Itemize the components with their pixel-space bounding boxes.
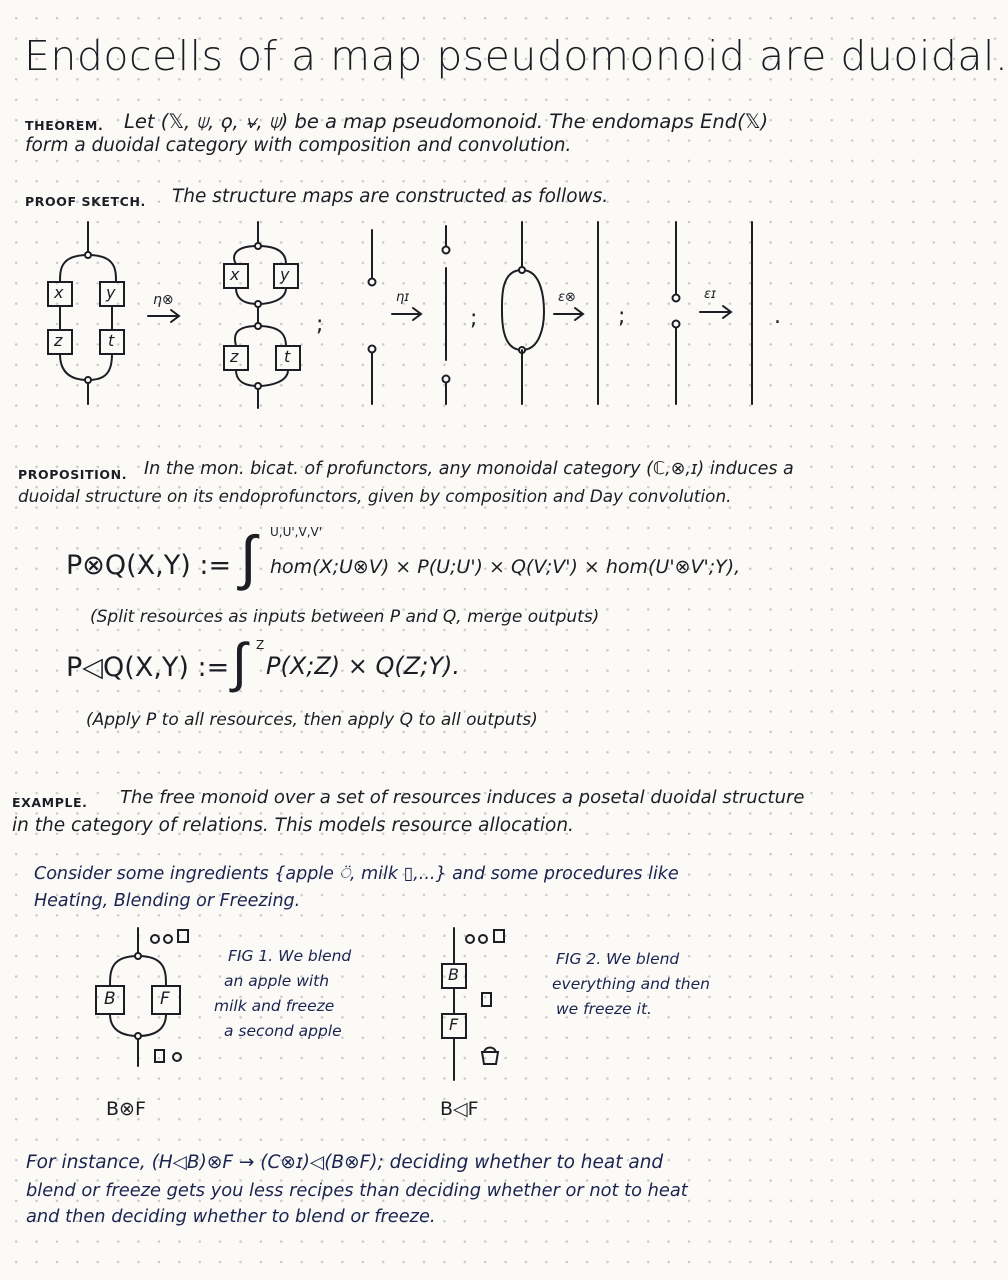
eps-unit-label: εɪ — [704, 287, 716, 302]
fig2-label: B◁F — [440, 1098, 479, 1120]
integral-sign-1: ∫ — [240, 523, 257, 593]
fig1-caption-2: an apple with — [224, 972, 330, 990]
box-z2-label: z — [230, 347, 239, 366]
fig2-input-icons — [466, 930, 504, 943]
fig2-box-b-label: B — [448, 965, 459, 984]
fig1-caption-3: milk and freeze — [214, 997, 335, 1015]
box-y2-label: y — [280, 265, 290, 284]
box-x-label: x — [54, 283, 64, 302]
box-x2-label: x — [230, 265, 240, 284]
fig2-output-icon — [482, 1048, 498, 1065]
eta-tensor-target-diagram — [224, 222, 300, 408]
fig1-input-icons — [151, 930, 188, 943]
theorem-label: THEOREM. — [25, 118, 104, 133]
proof-text: The structure maps are constructed as follows. — [172, 186, 609, 207]
sequential-integral-superscript: Z — [256, 638, 265, 652]
eta-tensor-source-diagram — [48, 222, 124, 404]
box-t-label: t — [108, 331, 115, 350]
conclusion-line-1: For instance, (H◁B)⊗F → (C⊗ɪ)◁(B⊗F); deciding whether to heat and — [26, 1152, 664, 1173]
separator-1: ; — [316, 312, 324, 337]
example-line-1: The free monoid over a set of resources induces a posetal duoidal structure — [120, 787, 805, 808]
theorem-line-2: form a duoidal category with composition and convolution. — [25, 135, 572, 156]
example-line-2: in the category of relations. This models resource allocation. — [12, 815, 574, 836]
separator-3: ; — [618, 304, 626, 329]
fig1-caption-4: a second apple — [224, 1022, 342, 1040]
theorem-line-1: Let (𝕏, ⍦, ϙ, ⍱, ⍦) be a map pseudomonoid. The endomaps End(𝕏) — [124, 110, 769, 133]
tensor-formula-rhs: hom(X;U⊗V) × P(U;U') × Q(V;V') × hom(U'⊗V';Y), — [270, 556, 741, 578]
integral-sign-2: ∫ — [232, 631, 247, 694]
proposition-label: PROPOSITION. — [18, 467, 128, 482]
fig2-caption-2: everything and then — [552, 975, 710, 993]
sequential-formula-lhs: P◁Q(X,Y) := — [66, 652, 230, 683]
eta-tensor-label: η⊗ — [153, 292, 174, 308]
fig1-caption-1: FIG 1. We blend — [228, 947, 352, 965]
proposition-line-2: duoidal structure on its endoprofunctors, given by composition and Day convolution. — [18, 486, 732, 506]
fig1-label: B⊗F — [106, 1098, 146, 1120]
fig2-diagram — [442, 928, 466, 1080]
tensor-formula-lhs: P⊗Q(X,Y) := — [66, 550, 232, 581]
proposition-line-1: In the mon. bicat. of profunctors, any monoidal category (ℂ,⊗,ɪ) induces a — [144, 459, 794, 479]
box-t2-label: t — [284, 347, 291, 366]
example-label: EXAMPLE. — [12, 795, 88, 810]
page-title: Endocells of a map pseudomonoid are duoidal. — [24, 32, 1008, 80]
separator-2: ; — [470, 306, 478, 331]
fig1-box-b-label: B — [104, 989, 116, 1009]
sequential-formula-rhs: P(X;Z) × Q(Z;Y). — [266, 652, 460, 680]
sequential-formula-note: (Apply P to all resources, then apply Q to all outputs) — [86, 710, 538, 730]
consider-line-1: Consider some ingredients {apple ⍥, milk ▯,...} and some procedures like — [34, 864, 679, 884]
conclusion-line-3: and then deciding whether to blend or freeze. — [26, 1206, 436, 1227]
fig1-output-icons — [155, 1050, 181, 1062]
eta-unit-label: ηɪ — [396, 290, 410, 305]
box-z-label: z — [54, 331, 63, 350]
proof-label: PROOF SKETCH. — [25, 194, 146, 209]
fig1-box-f-label: F — [160, 989, 170, 1009]
fig2-box-f-label: F — [449, 1015, 459, 1034]
fig2-caption-3: we freeze it. — [556, 1000, 652, 1018]
eps-tensor-label: ε⊗ — [558, 290, 576, 305]
tensor-formula-note: (Split resources as inputs between P and Q, merge outputs) — [90, 607, 600, 627]
consider-line-2: Heating, Blending or Freezing. — [34, 891, 301, 911]
terminator-dot: . — [774, 304, 781, 329]
box-y-label: y — [106, 283, 116, 302]
tensor-integral-superscript: U,U',V,V' — [270, 525, 323, 539]
conclusion-line-2: blend or freeze gets you less recipes than deciding whether or not to heat — [26, 1180, 688, 1201]
fig2-intermediate-icon — [482, 993, 491, 1006]
fig2-caption-1: FIG 2. We blend — [556, 950, 680, 968]
